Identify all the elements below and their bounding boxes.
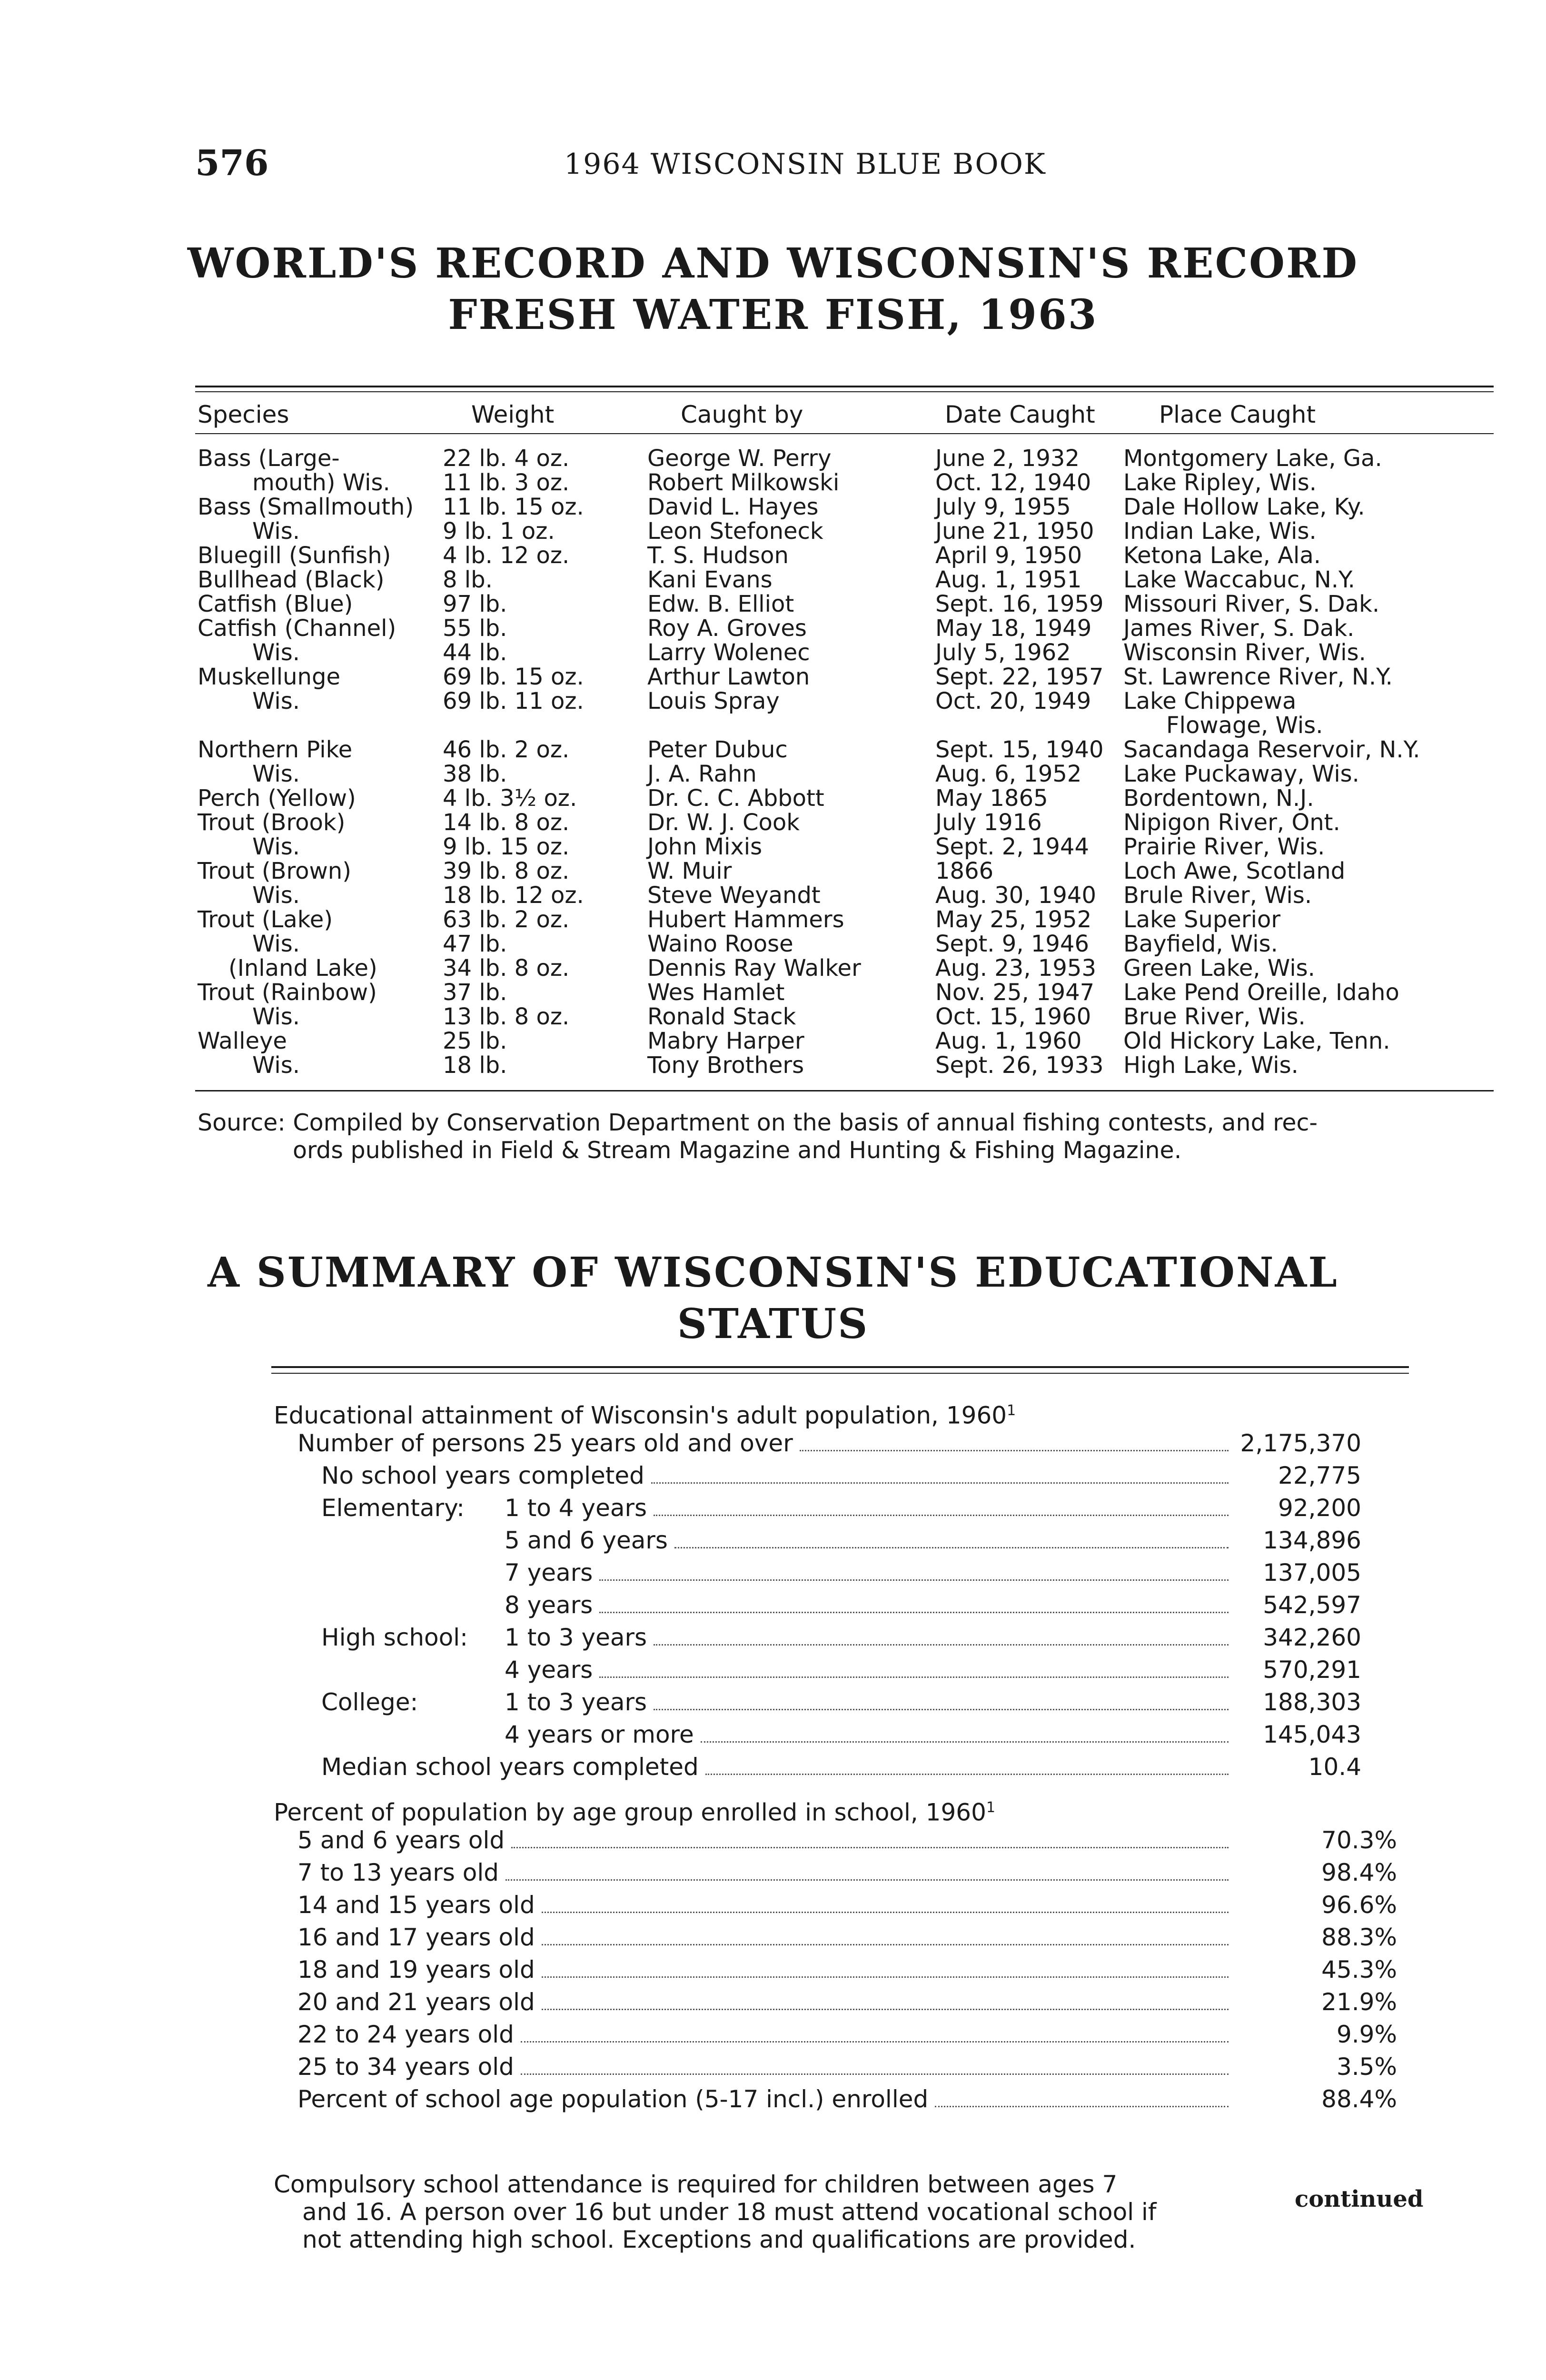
attainment-value: 542,597: [1263, 1591, 1361, 1619]
cell-place: Brule River, Wis.: [1123, 882, 1312, 909]
cell-caught-by: John Mixis: [647, 833, 763, 860]
cell-date: Oct. 15, 1960: [935, 1003, 1091, 1030]
dot-leader: [511, 1846, 1229, 1848]
cell-date: Oct. 20, 1949: [935, 688, 1091, 714]
dot-leader: [505, 1879, 1229, 1881]
attainment-row: [321, 1459, 1235, 1492]
source-line2: ords published in Field & Stream Magazine and Hunting & Fishing Magazine.: [293, 1137, 1182, 1164]
cell-species: Wis.: [252, 639, 300, 666]
col-header-species: Species: [198, 401, 289, 428]
cell-date: May 18, 1949: [935, 615, 1092, 642]
attainment-label: 8 years: [505, 1591, 593, 1619]
enrollment-row: [297, 1856, 1235, 1889]
cell-place: Wisconsin River, Wis.: [1123, 639, 1366, 666]
cell-weight: 38 lb.: [443, 761, 507, 787]
cell-caught-by: Waino Roose: [647, 931, 793, 957]
col-header-place-caught: Place Caught: [1159, 401, 1316, 428]
cell-caught-by: Wes Hamlet: [647, 979, 785, 1006]
attainment-value: 134,896: [1263, 1527, 1361, 1554]
cell-weight: 47 lb.: [443, 931, 507, 957]
cell-weight: 13 lb. 8 oz.: [443, 1003, 570, 1030]
dot-leader: [542, 1976, 1229, 1978]
cell-date: Sept. 2, 1944: [935, 833, 1090, 860]
cell-date: May 1865: [935, 785, 1048, 812]
attainment-row: [321, 1751, 1235, 1783]
enrollment-row: [297, 1921, 1235, 1954]
cell-place: Lake Waccabuc, N.Y.: [1123, 566, 1355, 593]
compulsory-line3: not attending high school. Exceptions and qualifications are provided.: [302, 2226, 1136, 2253]
enrollment-value: 70.3%: [1321, 1826, 1397, 1854]
enrollment-heading: [274, 1792, 995, 1829]
cell-caught-by: Ronald Stack: [647, 1003, 796, 1030]
attainment-row: [505, 1718, 1235, 1751]
cell-place: Lake Chippewa: [1123, 688, 1297, 714]
enrollment-value: 88.4%: [1321, 2085, 1397, 2113]
cell-species: Catfish (Blue): [198, 591, 353, 617]
cell-place: High Lake, Wis.: [1123, 1052, 1298, 1079]
attainment-value: 145,043: [1263, 1721, 1361, 1748]
attainment-value: 2,175,370: [1240, 1429, 1361, 1457]
cell-date: 1866: [935, 858, 994, 884]
fish-title-line2: FRESH WATER FISH, 1963: [448, 291, 1098, 339]
attainment-group-label: College:: [321, 1688, 418, 1716]
cell-date: Sept. 9, 1946: [935, 931, 1090, 957]
cell-caught-by: George W. Perry: [647, 445, 832, 472]
cell-weight: 11 lb. 15 oz.: [443, 494, 584, 520]
cell-weight: 46 lb. 2 oz.: [443, 736, 570, 763]
cell-place: St. Lawrence River, N.Y.: [1123, 664, 1393, 690]
cell-place: Lake Puckaway, Wis.: [1123, 761, 1359, 787]
cell-caught-by: T. S. Hudson: [647, 542, 789, 569]
edu-top-rule: [271, 1366, 1409, 1368]
cell-place: Green Lake, Wis.: [1123, 955, 1315, 982]
dot-leader: [674, 1547, 1229, 1548]
attainment-group-label: Elementary:: [321, 1494, 465, 1522]
dot-leader: [521, 2073, 1229, 2075]
enrollment-value: 21.9%: [1321, 1988, 1397, 2016]
cell-place: Bordentown, N.J.: [1123, 785, 1314, 812]
cell-species: Trout (Brook): [198, 809, 346, 836]
attainment-label: 4 years or more: [505, 1721, 694, 1748]
cell-weight: 97 lb.: [443, 591, 507, 617]
cell-weight: 55 lb.: [443, 615, 507, 642]
enrollment-label: 7 to 13 years old: [297, 1859, 499, 1886]
cell-place: Sacandaga Reservoir, N.Y.: [1123, 736, 1420, 763]
source-line1: Compiled by Conservation Department on the basis of annual fishing contests, and rec-: [293, 1109, 1318, 1136]
enrollment-value: 98.4%: [1321, 1859, 1397, 1886]
cell-caught-by: Robert Milkowski: [647, 469, 840, 496]
cell-species: mouth) Wis.: [252, 469, 390, 496]
cell-caught-by: Steve Weyandt: [647, 882, 821, 909]
cell-caught-by: Peter Dubuc: [647, 736, 788, 763]
cell-species: Wis.: [252, 518, 300, 545]
table-bottom-rule: [195, 1090, 1494, 1091]
cell-species: Muskellunge: [198, 664, 340, 690]
attainment-value: 188,303: [1263, 1688, 1361, 1716]
cell-caught-by: Dr. C. C. Abbott: [647, 785, 824, 812]
enrollment-row: [297, 2051, 1235, 2083]
cell-weight: 22 lb. 4 oz.: [443, 445, 570, 472]
cell-place: Bayfield, Wis.: [1123, 931, 1278, 957]
attainment-row: [505, 1557, 1235, 1589]
continued-label: continued: [1295, 2186, 1424, 2212]
cell-date: July 9, 1955: [935, 494, 1071, 520]
dot-leader: [599, 1676, 1229, 1678]
dot-leader: [599, 1611, 1229, 1613]
table-header-rule: [195, 433, 1494, 434]
cell-place: James River, S. Dak.: [1123, 615, 1355, 642]
cell-caught-by: Larry Wolenec: [647, 639, 810, 666]
cell-species: Bass (Large-: [198, 445, 340, 472]
cell-place: Lake Ripley, Wis.: [1123, 469, 1317, 496]
dot-leader: [654, 1708, 1229, 1710]
cell-weight: 11 lb. 3 oz.: [443, 469, 570, 496]
cell-caught-by: Arthur Lawton: [647, 664, 810, 690]
cell-date: July 1916: [935, 809, 1042, 836]
cell-date: Sept. 26, 1933: [935, 1052, 1104, 1079]
enrollment-label: 16 and 17 years old: [297, 1924, 535, 1951]
attainment-row: [297, 1427, 1235, 1459]
cell-place: Ketona Lake, Ala.: [1123, 542, 1321, 569]
cell-species: Wis.: [252, 931, 300, 957]
enrollment-label: 5 and 6 years old: [297, 1826, 505, 1854]
attainment-value: 22,775: [1278, 1462, 1361, 1489]
cell-place: Missouri River, S. Dak.: [1123, 591, 1380, 617]
cell-place: Flowage, Wis.: [1166, 712, 1323, 739]
cell-weight: 9 lb. 1 oz.: [443, 518, 555, 545]
compulsory-line1: Compulsory school attendance is required for children between ages 7: [274, 2171, 1118, 2198]
cell-date: July 5, 1962: [935, 639, 1071, 666]
enrollment-label: Percent of school age population (5-17 incl.) enrolled: [297, 2085, 929, 2113]
cell-caught-by: Louis Spray: [647, 688, 780, 714]
cell-caught-by: David L. Hayes: [647, 494, 819, 520]
attainment-label: 1 to 3 years: [505, 1624, 647, 1651]
cell-caught-by: Dr. W. J. Cook: [647, 809, 800, 836]
cell-species: Wis.: [252, 1003, 300, 1030]
col-header-caught-by: Caught by: [681, 401, 803, 428]
cell-species: (Inland Lake): [228, 955, 377, 982]
attainment-row: [505, 1524, 1235, 1557]
enrollment-row: [297, 2083, 1235, 2115]
attainment-row: [505, 1654, 1235, 1686]
attainment-value: 342,260: [1263, 1624, 1361, 1651]
cell-caught-by: Leon Stefoneck: [647, 518, 823, 545]
cell-species: Wis.: [252, 833, 300, 860]
cell-date: Sept. 15, 1940: [935, 736, 1104, 763]
enrollment-label: 25 to 34 years old: [297, 2053, 514, 2081]
page-number: 576: [195, 143, 269, 184]
cell-caught-by: Mabry Harper: [647, 1028, 804, 1054]
attainment-label: Median school years completed: [321, 1753, 699, 1781]
cell-weight: 69 lb. 11 oz.: [443, 688, 584, 714]
attainment-value: 10.4: [1308, 1753, 1361, 1781]
cell-date: Aug. 6, 1952: [935, 761, 1082, 787]
attainment-value: 92,200: [1278, 1494, 1361, 1522]
attainment-row: [505, 1686, 1235, 1718]
attainment-heading-text: Educational attainment of Wisconsin's adult population, 1960: [274, 1401, 1007, 1429]
cell-caught-by: Kani Evans: [647, 566, 773, 593]
cell-date: April 9, 1950: [935, 542, 1082, 569]
compulsory-attendance-note: [274, 2171, 1240, 2253]
cell-species: Wis.: [252, 882, 300, 909]
cell-place: Lake Superior: [1123, 906, 1281, 933]
dot-leader: [521, 2041, 1229, 2043]
cell-date: Sept. 16, 1959: [935, 591, 1104, 617]
dot-leader: [705, 1773, 1229, 1775]
cell-date: June 21, 1950: [935, 518, 1094, 545]
cell-place: Lake Pend Oreille, Idaho: [1123, 979, 1399, 1006]
edu-title-line1: A SUMMARY OF WISCONSIN'S EDUCATIONAL: [208, 1249, 1338, 1297]
cell-date: Aug. 23, 1953: [935, 955, 1096, 982]
dot-leader: [935, 2105, 1229, 2107]
compulsory-line2: and 16. A person over 16 but under 18 must attend vocational school if: [302, 2198, 1157, 2226]
dot-leader: [701, 1741, 1229, 1743]
cell-place: Nipigon River, Ont.: [1123, 809, 1340, 836]
cell-weight: 14 lb. 8 oz.: [443, 809, 570, 836]
dot-leader: [654, 1644, 1229, 1646]
attainment-row: [505, 1621, 1235, 1654]
cell-weight: 44 lb.: [443, 639, 507, 666]
table-top-rule: [195, 386, 1494, 387]
cell-place: Prairie River, Wis.: [1123, 833, 1325, 860]
enrollment-label: 18 and 19 years old: [297, 1956, 535, 1983]
cell-place: Brue River, Wis.: [1123, 1003, 1306, 1030]
dot-leader: [542, 1911, 1229, 1913]
edu-top-rule-inner: [271, 1373, 1409, 1374]
cell-weight: 8 lb.: [443, 566, 493, 593]
attainment-label: No school years completed: [321, 1462, 644, 1489]
cell-date: Aug. 30, 1940: [935, 882, 1096, 909]
cell-weight: 18 lb. 12 oz.: [443, 882, 584, 909]
enrollment-footnote-mark: 1: [986, 1799, 996, 1816]
enrollment-value: 96.6%: [1321, 1891, 1397, 1919]
cell-species: Walleye: [198, 1028, 287, 1054]
attainment-row: [505, 1589, 1235, 1621]
enrollment-row: [297, 1824, 1235, 1856]
cell-place: Old Hickory Lake, Tenn.: [1123, 1028, 1390, 1054]
cell-weight: 25 lb.: [443, 1028, 507, 1054]
attainment-label: 7 years: [505, 1559, 593, 1587]
cell-caught-by: Hubert Hammers: [647, 906, 844, 933]
attainment-group-label: High school:: [321, 1624, 468, 1651]
enrollment-row: [297, 1889, 1235, 1921]
running-title: 1964 WISCONSIN BLUE BOOK: [564, 148, 1046, 181]
cell-date: Nov. 25, 1947: [935, 979, 1095, 1006]
attainment-label: 4 years: [505, 1656, 593, 1684]
cell-weight: 34 lb. 8 oz.: [443, 955, 570, 982]
enrollment-value: 45.3%: [1321, 1956, 1397, 1983]
cell-caught-by: J. A. Rahn: [647, 761, 757, 787]
cell-date: Aug. 1, 1951: [935, 566, 1082, 593]
col-header-date-caught: Date Caught: [945, 401, 1095, 428]
fish-title: [0, 238, 1546, 341]
enrollment-row: [297, 1986, 1235, 2018]
enrollment-value: 88.3%: [1321, 1924, 1397, 1951]
cell-weight: 63 lb. 2 oz.: [443, 906, 570, 933]
cell-date: Oct. 12, 1940: [935, 469, 1091, 496]
enrollment-value: 9.9%: [1336, 2021, 1397, 2048]
dot-leader: [800, 1449, 1229, 1451]
cell-weight: 69 lb. 15 oz.: [443, 664, 584, 690]
cell-species: Trout (Lake): [198, 906, 333, 933]
cell-species: Perch (Yellow): [198, 785, 356, 812]
cell-caught-by: Dennis Ray Walker: [647, 955, 861, 982]
table-top-rule-inner: [195, 391, 1494, 392]
attainment-heading: [274, 1395, 1016, 1432]
dot-leader: [542, 1944, 1229, 1945]
edu-title: [0, 1247, 1546, 1350]
cell-species: Trout (Brown): [198, 858, 351, 884]
edu-title-line2: STATUS: [677, 1300, 869, 1348]
dot-leader: [651, 1482, 1229, 1484]
cell-species: Bluegill (Sunfish): [198, 542, 391, 569]
cell-weight: 9 lb. 15 oz.: [443, 833, 570, 860]
dot-leader: [542, 2008, 1229, 2010]
source-note: [198, 1109, 1483, 1164]
cell-species: Bullhead (Black): [198, 566, 385, 593]
dot-leader: [654, 1514, 1229, 1516]
cell-date: June 2, 1932: [935, 445, 1080, 472]
cell-species: Wis.: [252, 1052, 300, 1079]
attainment-footnote-mark: 1: [1007, 1402, 1016, 1419]
cell-caught-by: Edw. B. Elliot: [647, 591, 794, 617]
attainment-label: 5 and 6 years: [505, 1527, 668, 1554]
enrollment-row: [297, 2018, 1235, 2051]
cell-species: Northern Pike: [198, 736, 353, 763]
cell-species: Trout (Rainbow): [198, 979, 377, 1006]
fish-title-line1: WORLD'S RECORD AND WISCONSIN'S RECORD: [187, 239, 1359, 288]
source-label: Source:: [198, 1109, 286, 1136]
enrollment-value: 3.5%: [1336, 2053, 1397, 2081]
cell-date: Aug. 1, 1960: [935, 1028, 1082, 1054]
enrollment-label: 14 and 15 years old: [297, 1891, 535, 1919]
cell-species: Wis.: [252, 761, 300, 787]
cell-weight: 39 lb. 8 oz.: [443, 858, 570, 884]
attainment-value: 137,005: [1263, 1559, 1361, 1587]
cell-caught-by: Tony Brothers: [647, 1052, 804, 1079]
dot-leader: [599, 1579, 1229, 1581]
cell-caught-by: Roy A. Groves: [647, 615, 807, 642]
cell-place: Montgomery Lake, Ga.: [1123, 445, 1382, 472]
enrollment-label: 22 to 24 years old: [297, 2021, 514, 2048]
cell-place: Loch Awe, Scotland: [1123, 858, 1346, 884]
cell-date: May 25, 1952: [935, 906, 1092, 933]
cell-weight: 37 lb.: [443, 979, 507, 1006]
enrollment-row: [297, 1954, 1235, 1986]
cell-place: Dale Hollow Lake, Ky.: [1123, 494, 1365, 520]
col-header-weight: Weight: [471, 401, 555, 428]
enrollment-label: 20 and 21 years old: [297, 1988, 535, 2016]
cell-place: Indian Lake, Wis.: [1123, 518, 1317, 545]
cell-weight: 4 lb. 3½ oz.: [443, 785, 577, 812]
attainment-label: 1 to 4 years: [505, 1494, 647, 1522]
cell-caught-by: W. Muir: [647, 858, 732, 884]
attainment-row: [505, 1492, 1235, 1524]
cell-weight: 18 lb.: [443, 1052, 507, 1079]
attainment-label: 1 to 3 years: [505, 1688, 647, 1716]
cell-species: Catfish (Channel): [198, 615, 396, 642]
cell-weight: 4 lb. 12 oz.: [443, 542, 570, 569]
cell-date: Sept. 22, 1957: [935, 664, 1104, 690]
enrollment-heading-text: Percent of population by age group enrolled in school, 1960: [274, 1798, 986, 1826]
attainment-label: Number of persons 25 years old and over: [297, 1429, 793, 1457]
cell-species: Wis.: [252, 688, 300, 714]
cell-species: Bass (Smallmouth): [198, 494, 414, 520]
attainment-value: 570,291: [1263, 1656, 1361, 1684]
